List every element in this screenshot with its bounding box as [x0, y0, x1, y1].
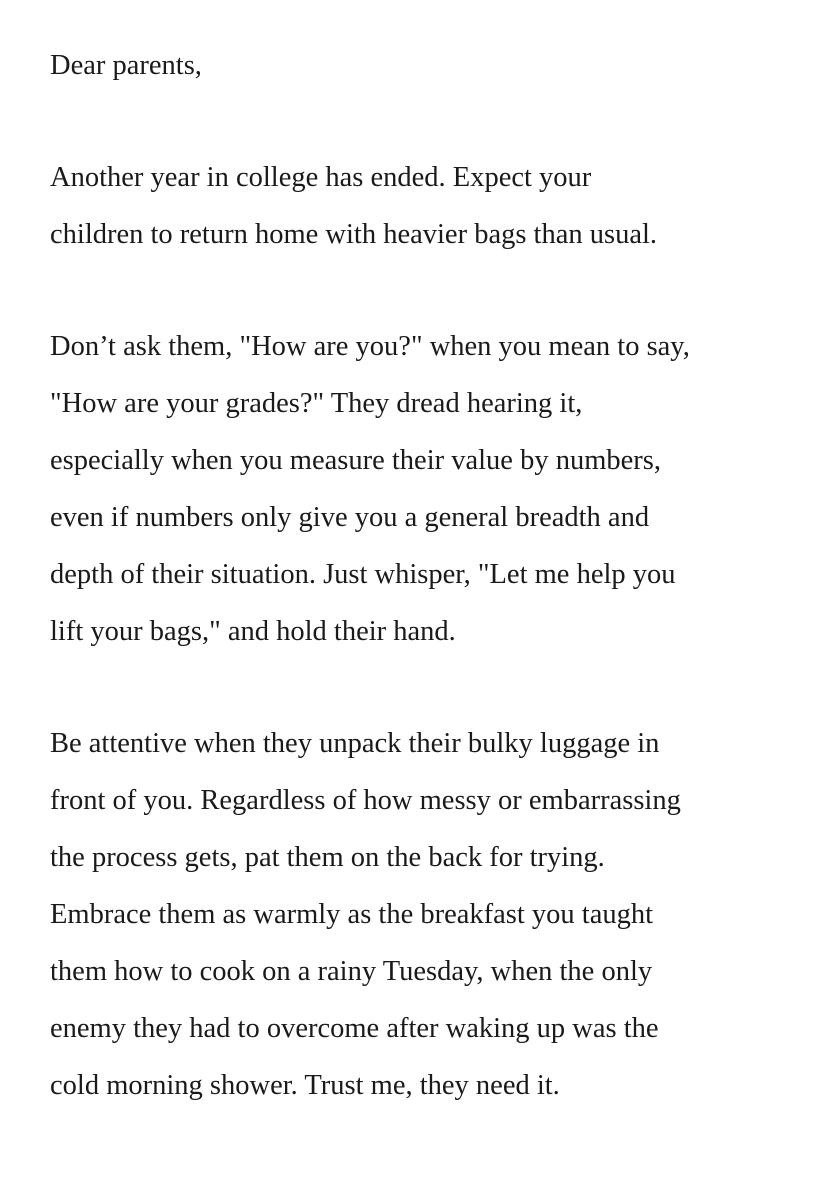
letter-body [50, 52, 810, 1129]
paragraph-2 [50, 333, 810, 675]
paragraph-3 [50, 730, 810, 1129]
salutation: Dear parents, [50, 50, 202, 81]
paragraph-line: even if numbers only give you a general breadth and [50, 502, 650, 533]
paragraph-gap [50, 109, 810, 164]
paragraph-line: the process gets, pat them on the back for trying. [50, 842, 605, 873]
paragraph-line: children to return home with heavier bags than usual. [50, 219, 658, 250]
paragraph-line: Another year in college has ended. Expect your [50, 162, 592, 193]
paragraph-line: enemy they had to overcome after waking up was the [50, 1013, 659, 1044]
paragraph-line: Be attentive when they unpack their bulky luggage in [50, 728, 660, 759]
paragraph-line: Embrace them as warmly as the breakfast you taught [50, 899, 654, 930]
paragraph-gap [50, 278, 810, 333]
paragraph-line: front of you. Regardless of how messy or embarrassing [50, 785, 681, 816]
paragraph-line: Don’t ask them, "How are you?" when you mean to say, [50, 331, 690, 362]
paragraph-gap [50, 675, 810, 730]
paragraph-1 [50, 164, 810, 278]
paragraph-line: "How are your grades?" They dread hearing it, [50, 388, 583, 419]
paragraph-line: depth of their situation. Just whisper, "Let me help you [50, 559, 676, 590]
paragraph-line: especially when you measure their value by numbers, [50, 445, 661, 476]
paragraph-line: them how to cook on a rainy Tuesday, when the only [50, 956, 653, 987]
paragraph-line: cold morning shower. Trust me, they need it. [50, 1070, 560, 1101]
paragraph-line: lift your bags," and hold their hand. [50, 616, 456, 647]
